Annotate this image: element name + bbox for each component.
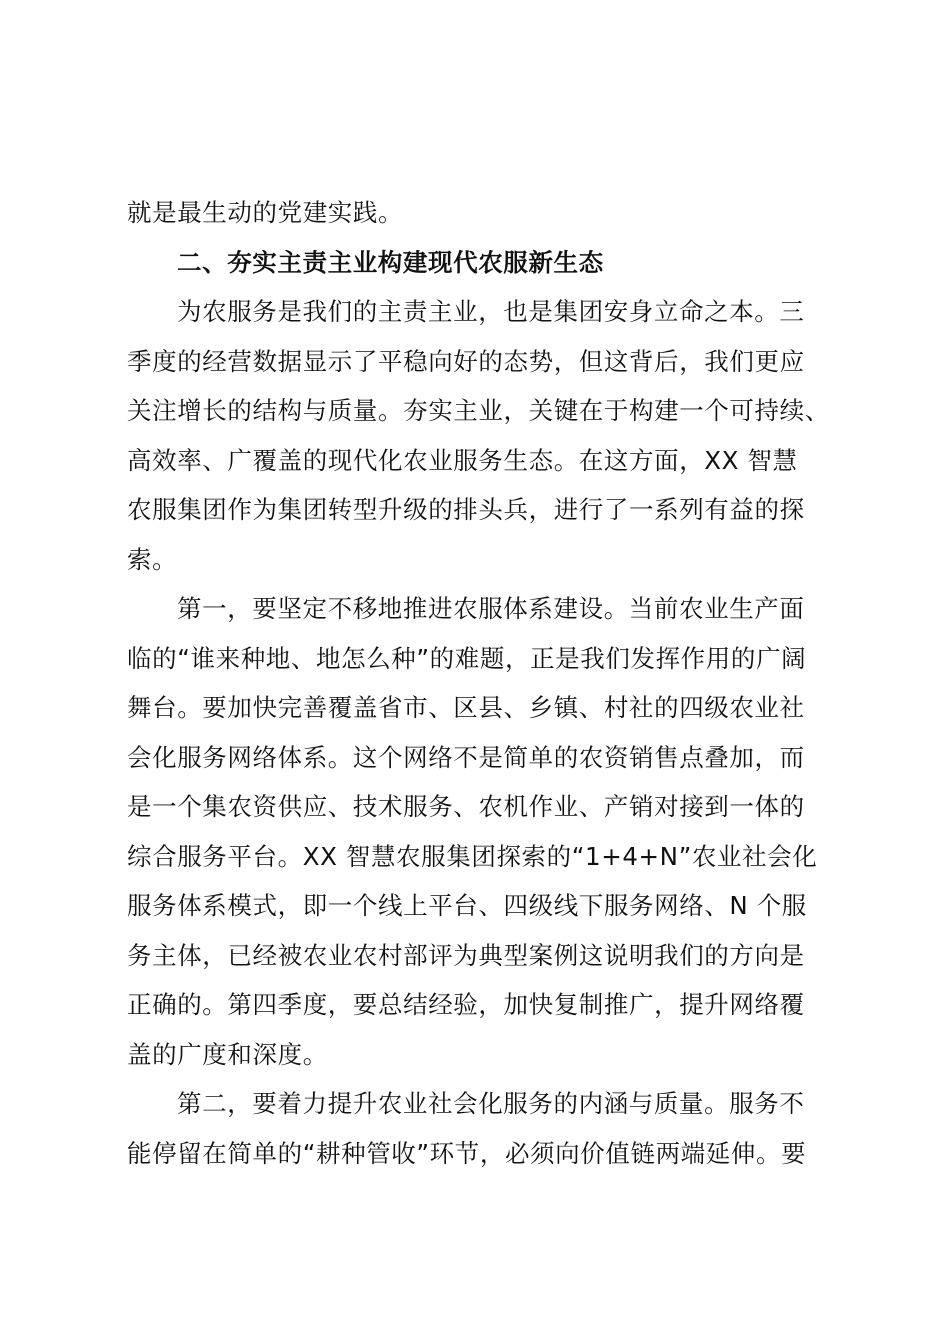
paragraph-line: 正确的。第四季度，要总结经验，加快复制推广，提升网络覆 xyxy=(127,990,805,1019)
paragraph-line: 为农服务是我们的主责主业，也是集团安身立命之本。三 xyxy=(177,297,805,326)
paragraph-line: 索。 xyxy=(127,544,178,574)
section-heading: 二、夯实主责主业构建现代农服新生态 xyxy=(177,247,604,277)
paragraph-line: 务主体，已经被农业农村部评为典型案例这说明我们的方向是 xyxy=(127,940,805,970)
paragraph-line: 关注增长的结构与质量。夯实主业，关键在于构建一个可持续、 xyxy=(127,396,830,425)
paragraph-line: 舞台。要加快完善覆盖省市、区县、乡镇、村社的四级农业社 xyxy=(127,693,805,722)
paragraph-line: 第二，要着力提升农业社会化服务的内涵与质量。服务不 xyxy=(177,1089,805,1118)
paragraph-line: 会化服务网络体系。这个网络不是简单的农资销售点叠加，而 xyxy=(127,742,805,772)
paragraph-line: 是一个集农资供应、技术服务、农机作业、产销对接到一体的 xyxy=(127,792,805,821)
document-body xyxy=(127,188,837,1178)
paragraph-line: 就是最生动的党建实践。 xyxy=(127,198,404,227)
paragraph-line: 盖的广度和深度。 xyxy=(127,1039,328,1069)
paragraph-line: 服务体系模式，即一个线上平台、四级线下服务网络、N 个服 xyxy=(127,891,807,920)
paragraph-line: 季度的经营数据显示了平稳向好的态势，但这背后，我们更应 xyxy=(127,346,805,376)
paragraph-line: 高效率、广覆盖的现代化农业服务生态。在这方面，XX 智慧 xyxy=(127,445,798,475)
paragraph-line: 能停留在简单的“耕种管收”环节，必须向价值链两端延伸。要 xyxy=(127,1138,807,1168)
paragraph-line: 综合服务平台。XX 智慧农服集团探索的“1+4+N”农业社会化 xyxy=(127,841,818,871)
paragraph-line: 临的“谁来种地、地怎么种”的难题，正是我们发挥作用的广阔 xyxy=(127,643,807,673)
paragraph-line: 第一，要坚定不移地推进农服体系建设。当前农业生产面 xyxy=(177,594,805,623)
paragraph-line: 农服集团作为集团转型升级的排头兵，进行了一系列有益的探 xyxy=(127,495,805,524)
